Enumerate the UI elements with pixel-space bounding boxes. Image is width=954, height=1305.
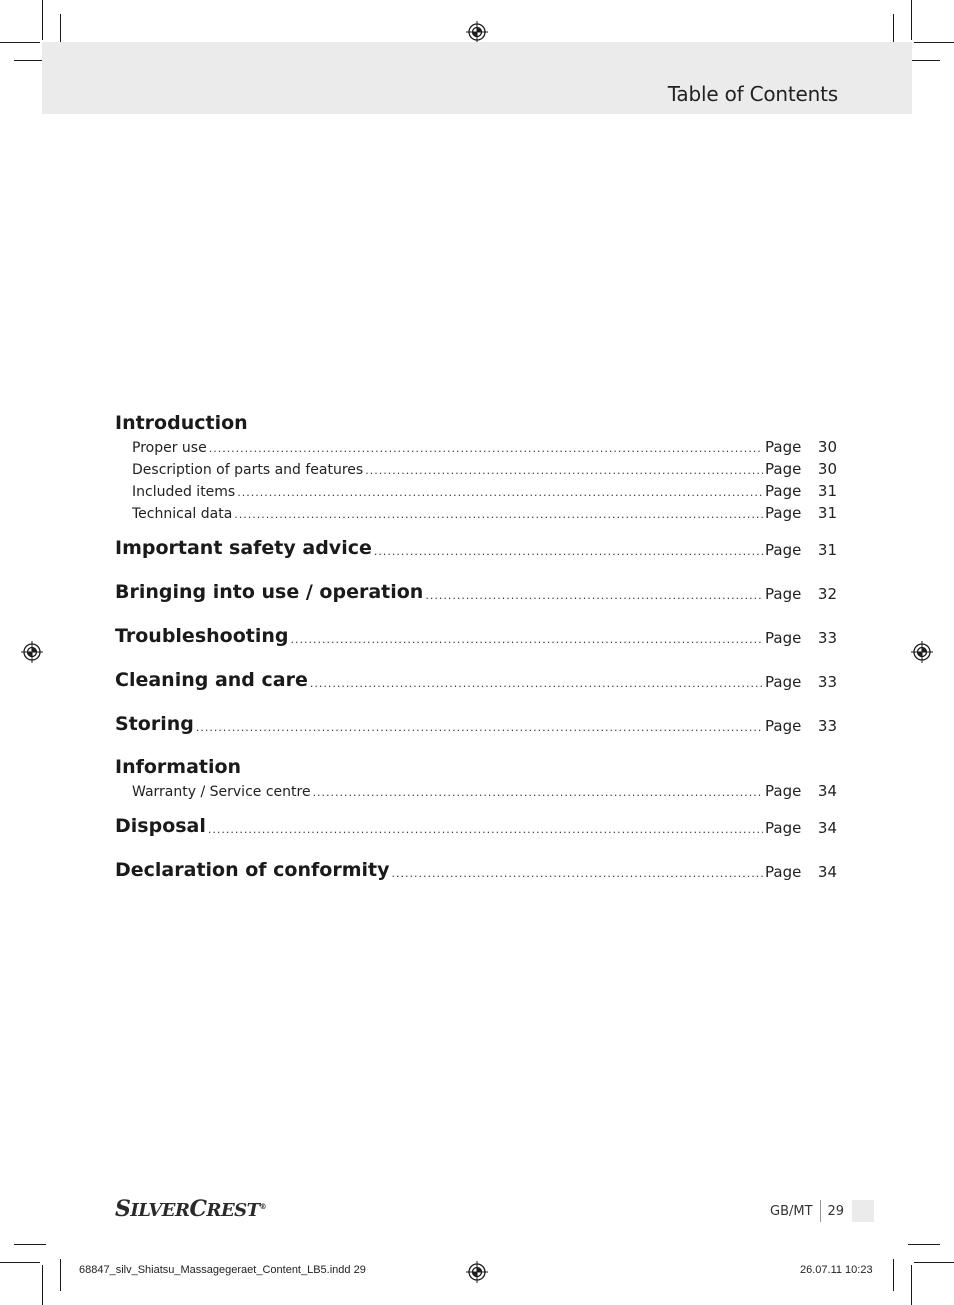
toc-entry-storing[interactable]	[115, 702, 837, 746]
toc-entry-label: Cleaning and care	[115, 669, 308, 691]
dot-leader	[313, 786, 763, 799]
dot-leader	[208, 817, 763, 836]
page-number: 34	[817, 782, 837, 800]
page-word: Page	[765, 782, 802, 800]
slug-filename: 68847_silv_Shiatsu_Massagegeraet_Content_LB5.indd 29	[79, 1264, 366, 1276]
crop-mark	[911, 1265, 912, 1305]
crop-mark	[0, 42, 40, 43]
crop-mark	[42, 0, 43, 40]
locale-code: GB/MT	[770, 1203, 813, 1219]
dot-leader	[196, 715, 763, 734]
crop-mark	[911, 0, 912, 40]
page-word: Page	[765, 673, 802, 691]
dot-leader	[237, 486, 763, 499]
toc-entry[interactable]	[115, 482, 837, 504]
page-word: Page	[765, 460, 802, 478]
dot-leader	[365, 464, 763, 477]
toc-entry-label: Description of parts and features	[132, 462, 364, 478]
page-word: Page	[765, 482, 802, 500]
toc-entry-label: Declaration of conformity	[115, 859, 390, 881]
toc-entry-label: Disposal	[115, 815, 206, 837]
page-footer-info	[770, 1200, 874, 1222]
page-word: Page	[765, 504, 802, 522]
dot-leader	[425, 583, 763, 602]
page-number: 32	[817, 585, 837, 603]
crop-mark	[42, 1265, 43, 1305]
crop-mark	[914, 1262, 954, 1263]
page-word: Page	[765, 438, 802, 456]
dot-leader	[209, 442, 763, 455]
toc-entry-label: Storing	[115, 713, 194, 735]
toc-entry-safety[interactable]	[115, 526, 837, 570]
page-word: Page	[765, 717, 802, 735]
toc-heading-label: Introduction	[115, 412, 248, 434]
toc-section-introduction	[115, 408, 837, 526]
crop-mark	[908, 60, 940, 61]
page-number: 34	[817, 819, 837, 837]
registration-mark-icon	[466, 1261, 488, 1283]
page-word: Page	[765, 541, 802, 559]
page-number: 31	[817, 482, 837, 500]
page-number: 31	[817, 541, 837, 559]
page-word: Page	[765, 863, 802, 881]
page-number: 34	[817, 863, 837, 881]
toc-heading	[115, 408, 837, 438]
registration-mark-icon	[21, 641, 43, 663]
table-of-contents	[115, 408, 837, 892]
divider	[820, 1200, 821, 1222]
crop-mark	[908, 1244, 940, 1245]
toc-entry-disposal[interactable]	[115, 804, 837, 848]
page-word: Page	[765, 585, 802, 603]
page-word: Page	[765, 819, 802, 837]
toc-entry-label: Important safety advice	[115, 537, 372, 559]
header-band	[42, 42, 912, 114]
page-number: 33	[817, 717, 837, 735]
toc-entry-label: Technical data	[132, 506, 233, 522]
toc-heading	[115, 752, 837, 782]
dot-leader	[291, 627, 764, 646]
page-number: 31	[817, 504, 837, 522]
toc-entry-label: Troubleshooting	[115, 625, 289, 647]
crop-mark	[0, 1262, 40, 1263]
dot-leader	[374, 539, 763, 558]
page-number: 33	[817, 673, 837, 691]
page-title: Table of Contents	[667, 82, 838, 106]
dot-leader	[310, 671, 763, 690]
page-word: Page	[765, 629, 802, 647]
toc-entry-troubleshooting[interactable]	[115, 614, 837, 658]
page-number: 33	[817, 629, 837, 647]
toc-entry[interactable]	[115, 438, 837, 460]
toc-entry[interactable]	[115, 504, 837, 526]
page-number: 30	[817, 438, 837, 456]
registration-mark-icon	[466, 21, 488, 43]
toc-entry-bringing-into-use[interactable]	[115, 570, 837, 614]
toc-entry-label: Warranty / Service centre	[132, 784, 311, 800]
toc-entry-label: Bringing into use / operation	[115, 581, 424, 603]
silvercrest-logo: SILVERCREST®	[115, 1196, 267, 1222]
toc-entry-declaration[interactable]	[115, 848, 837, 892]
toc-entry[interactable]	[115, 460, 837, 482]
shade-box	[852, 1200, 874, 1222]
toc-heading-label: Information	[115, 756, 242, 778]
toc-entry-label: Proper use	[132, 440, 207, 456]
crop-mark	[893, 1259, 894, 1291]
toc-entry-label: Included items	[132, 484, 236, 500]
registration-mark-icon	[911, 641, 933, 663]
crop-mark	[914, 42, 954, 43]
toc-entry[interactable]	[115, 782, 837, 804]
toc-entry-cleaning[interactable]	[115, 658, 837, 702]
dot-leader	[234, 508, 763, 521]
crop-mark	[14, 1244, 46, 1245]
page-number-footer: 29	[827, 1203, 845, 1219]
toc-section-information	[115, 752, 837, 804]
page-number: 30	[817, 460, 837, 478]
slug-datetime: 26.07.11 10:23	[800, 1264, 873, 1276]
dot-leader	[391, 861, 763, 880]
crop-mark	[60, 1259, 61, 1291]
